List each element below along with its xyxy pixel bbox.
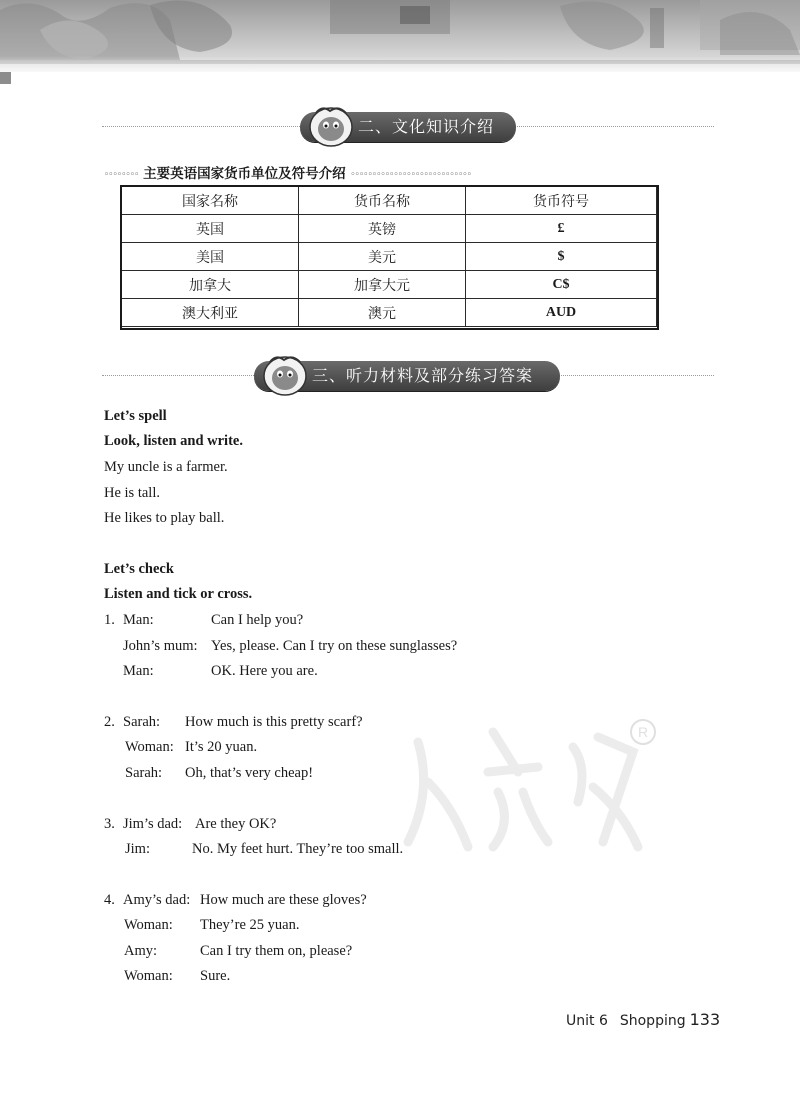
currency-name-cell: 美元 [299, 243, 466, 271]
utterance: How much are these gloves? [200, 892, 367, 908]
currency-symbol-cell: AUD [466, 299, 657, 327]
watermark-logo [398, 712, 658, 862]
dialogue-number: 4. [104, 892, 115, 908]
speaker: Sarah: [123, 714, 161, 730]
table-header-cell: 货币符号 [466, 187, 657, 215]
dialogue-number: 1. [104, 612, 115, 628]
lets-check-instruction: Listen and tick or cross. [104, 586, 253, 602]
utterance: Are they OK? [195, 816, 277, 832]
currency-symbol-cell: C$ [466, 271, 657, 299]
table-row [122, 243, 657, 271]
section-title: 三、听力材料及部分练习答案 [312, 366, 534, 385]
table-row [122, 215, 657, 243]
lets-check-heading: Let’s check [104, 561, 174, 577]
speaker: Woman: [125, 739, 174, 755]
country-cell: 加拿大 [122, 271, 299, 299]
speaker: Amy’s dad: [123, 892, 191, 908]
currency-name-cell: 英镑 [299, 215, 466, 243]
mascot-icon [308, 103, 354, 147]
footer-title: Shopping [619, 1013, 686, 1029]
section-pill [300, 112, 516, 142]
speaker: Woman: [124, 968, 173, 984]
table-header-cell: 国家名称 [122, 187, 299, 215]
dialogue-number: 2. [104, 714, 115, 730]
utterance: Oh, that’s very cheap! [185, 765, 314, 781]
spell-line: He likes to play ball. [104, 510, 225, 526]
spell-line: He is tall. [104, 485, 160, 501]
speaker: Woman: [124, 917, 173, 933]
speaker: John’s mum: [123, 638, 198, 654]
utterance: How much is this pretty scarf? [185, 714, 363, 730]
dialogue-number: 3. [104, 816, 115, 832]
spell-line: My uncle is a farmer. [104, 459, 228, 475]
country-cell: 美国 [122, 243, 299, 271]
currency-symbol-cell: £ [466, 215, 657, 243]
header-banner-image [0, 0, 800, 72]
utterance: Yes, please. Can I try on these sunglasses? [211, 638, 458, 654]
speaker: Jim’s dad: [123, 816, 183, 832]
section-pill [254, 361, 560, 391]
currency-symbol-cell: $ [466, 243, 657, 271]
lets-spell-heading: Let’s spell [104, 408, 167, 424]
svg-text:R: R [637, 724, 649, 740]
footer-unit: Unit 6 [566, 1013, 608, 1029]
table-row [122, 299, 657, 327]
utterance: No. My feet hurt. They’re too small. [192, 841, 404, 857]
section-heading-culture [102, 107, 714, 147]
lets-spell-instruction: Look, listen and write. [104, 433, 243, 449]
utterance: OK. Here you are. [211, 663, 318, 679]
speaker: Jim: [125, 841, 150, 857]
dotted-leader: ◦◦◦◦◦◦◦◦◦◦◦◦◦◦◦◦◦◦◦◦◦◦◦◦◦◦◦◦ [350, 170, 472, 180]
utterance: They’re 25 yuan. [200, 917, 300, 933]
currency-name-cell: 澳元 [299, 299, 466, 327]
utterance: Can I try them on, please? [200, 943, 353, 959]
country-cell: 澳大利亚 [122, 299, 299, 327]
mascot-icon [262, 352, 308, 396]
speaker: Man: [123, 612, 154, 628]
speaker: Sarah: [125, 765, 163, 781]
section-heading-listening [102, 356, 714, 396]
page-edge-mark [0, 72, 11, 84]
dotted-leader: ◦◦◦◦◦◦◦◦ [104, 170, 139, 180]
speaker: Man: [123, 663, 154, 679]
page-footer [566, 1010, 720, 1029]
speaker: Amy: [124, 943, 158, 959]
table-subtitle [104, 164, 494, 184]
table-header-cell: 货币名称 [299, 187, 466, 215]
utterance: It’s 20 yuan. [185, 739, 258, 755]
country-cell: 英国 [122, 215, 299, 243]
section-title: 二、文化知识介绍 [358, 117, 495, 136]
utterance: Can I help you? [211, 612, 304, 628]
currency-table [121, 186, 657, 327]
table-header-row [122, 187, 657, 215]
utterance: Sure. [200, 968, 231, 984]
table-row [122, 271, 657, 299]
currency-name-cell: 加拿大元 [299, 271, 466, 299]
page-number: 133 [689, 1010, 721, 1029]
table-subtitle-text: 主要英语国家货币单位及符号介绍 [143, 166, 346, 182]
